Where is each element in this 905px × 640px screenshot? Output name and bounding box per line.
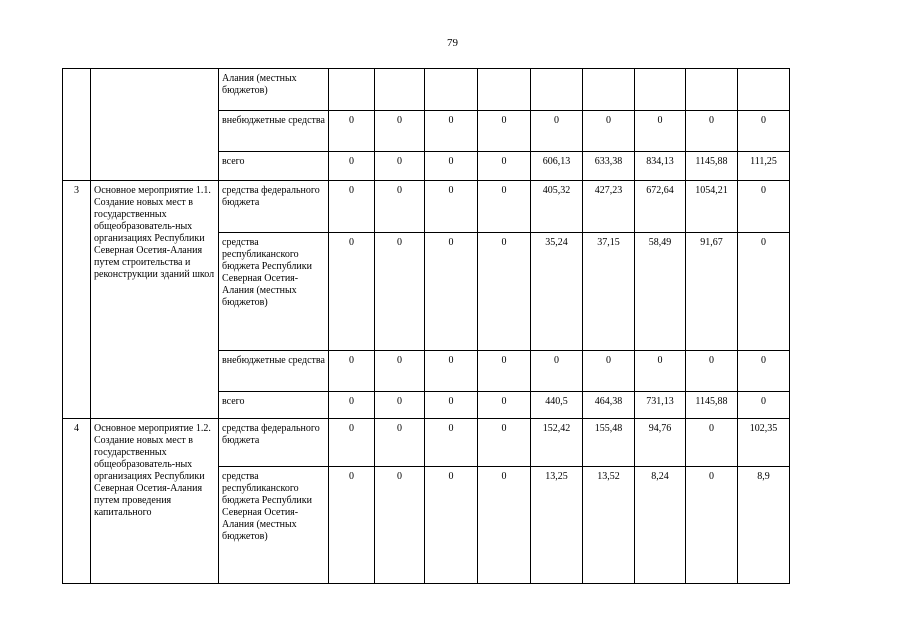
amount-cell: 1054,21: [686, 181, 738, 233]
amount-cell: 0: [329, 392, 375, 419]
amount-cell: 834,13: [635, 152, 686, 181]
amount-cell: 0: [478, 351, 531, 392]
amount-cell: 0: [425, 419, 478, 467]
amount-cell: 0: [738, 181, 790, 233]
amount-cell: 0: [478, 233, 531, 351]
funding-source: всего: [219, 152, 329, 181]
amount-cell: 0: [478, 181, 531, 233]
amount-cell: 0: [425, 181, 478, 233]
amount-cell: 0: [686, 111, 738, 152]
table-row: [63, 181, 790, 233]
activity-description: Основное мероприятие 1.2. Создание новых мест в государственных общеобразователь-ных организациях Республики Северная Осетия-Алания путем проведения капитального: [91, 419, 219, 584]
activity-description: Основное мероприятие 1.1. Создание новых мест в государственных общеобразователь-ных организациях Республики Северная Осетия-Алания путем строительства и реконструкции зданий школ: [91, 181, 219, 419]
row-index: 4: [63, 419, 91, 584]
table-row: [63, 419, 790, 467]
amount-cell: 0: [686, 467, 738, 584]
amount-cell: 111,25: [738, 152, 790, 181]
amount-cell: 94,76: [635, 419, 686, 467]
amount-cell: 0: [375, 152, 425, 181]
amount-cell: 0: [425, 111, 478, 152]
amount-cell: 155,48: [583, 419, 635, 467]
amount-cell: 0: [583, 351, 635, 392]
amount-cell: 606,13: [531, 152, 583, 181]
amount-cell: 0: [329, 467, 375, 584]
amount-cell: 0: [531, 111, 583, 152]
funding-source: средства республиканского бюджета Республики Северная Осетия-Алания (местных бюджетов): [219, 233, 329, 351]
amount-cell: 0: [375, 392, 425, 419]
amount-cell: 0: [478, 419, 531, 467]
amount-cell: 0: [375, 111, 425, 152]
amount-cell: 102,35: [738, 419, 790, 467]
table-row: [63, 69, 790, 111]
funding-source: средства федерального бюджета: [219, 419, 329, 467]
amount-cell: 427,23: [583, 181, 635, 233]
amount-cell: [478, 69, 531, 111]
amount-cell: 1145,88: [686, 392, 738, 419]
page-number: 79: [447, 37, 458, 49]
amount-cell: 0: [329, 181, 375, 233]
amount-cell: 91,67: [686, 233, 738, 351]
amount-cell: 0: [425, 467, 478, 584]
amount-cell: 0: [425, 152, 478, 181]
amount-cell: 0: [375, 233, 425, 351]
amount-cell: 0: [738, 233, 790, 351]
amount-cell: 8,9: [738, 467, 790, 584]
funding-source: внебюджетные средства: [219, 111, 329, 152]
table-body: [63, 69, 790, 584]
amount-cell: 0: [686, 419, 738, 467]
amount-cell: 633,38: [583, 152, 635, 181]
budget-table: [62, 68, 790, 584]
amount-cell: 464,38: [583, 392, 635, 419]
amount-cell: 0: [375, 419, 425, 467]
amount-cell: [375, 69, 425, 111]
amount-cell: 0: [738, 392, 790, 419]
amount-cell: 0: [375, 351, 425, 392]
amount-cell: 0: [635, 351, 686, 392]
amount-cell: 0: [635, 111, 686, 152]
funding-source: всего: [219, 392, 329, 419]
amount-cell: 0: [425, 351, 478, 392]
amount-cell: [583, 69, 635, 111]
amount-cell: 0: [329, 233, 375, 351]
amount-cell: 13,52: [583, 467, 635, 584]
amount-cell: 731,13: [635, 392, 686, 419]
funding-source: средства республиканского бюджета Республики Северная Осетия-Алания (местных бюджетов): [219, 467, 329, 584]
activity-description: [91, 69, 219, 181]
amount-cell: 672,64: [635, 181, 686, 233]
amount-cell: 0: [425, 392, 478, 419]
amount-cell: [531, 69, 583, 111]
amount-cell: 0: [329, 152, 375, 181]
amount-cell: 152,42: [531, 419, 583, 467]
amount-cell: 0: [478, 111, 531, 152]
amount-cell: 0: [738, 351, 790, 392]
amount-cell: [686, 69, 738, 111]
amount-cell: [635, 69, 686, 111]
amount-cell: 0: [738, 111, 790, 152]
amount-cell: 0: [329, 111, 375, 152]
amount-cell: 0: [329, 351, 375, 392]
row-index: 3: [63, 181, 91, 419]
amount-cell: 0: [375, 467, 425, 584]
funding-source: внебюджетные средства: [219, 351, 329, 392]
amount-cell: 0: [425, 233, 478, 351]
amount-cell: [738, 69, 790, 111]
amount-cell: 0: [478, 467, 531, 584]
amount-cell: 37,15: [583, 233, 635, 351]
amount-cell: 58,49: [635, 233, 686, 351]
amount-cell: 8,24: [635, 467, 686, 584]
amount-cell: 0: [375, 181, 425, 233]
amount-cell: 0: [686, 351, 738, 392]
amount-cell: 13,25: [531, 467, 583, 584]
amount-cell: 0: [478, 152, 531, 181]
amount-cell: 0: [531, 351, 583, 392]
amount-cell: 1145,88: [686, 152, 738, 181]
funding-source: Алания (местных бюджетов): [219, 69, 329, 111]
amount-cell: 0: [329, 419, 375, 467]
amount-cell: 35,24: [531, 233, 583, 351]
funding-source: средства федерального бюджета: [219, 181, 329, 233]
row-index: [63, 69, 91, 181]
amount-cell: [425, 69, 478, 111]
amount-cell: 0: [478, 392, 531, 419]
amount-cell: 440,5: [531, 392, 583, 419]
amount-cell: 405,32: [531, 181, 583, 233]
amount-cell: [329, 69, 375, 111]
amount-cell: 0: [583, 111, 635, 152]
